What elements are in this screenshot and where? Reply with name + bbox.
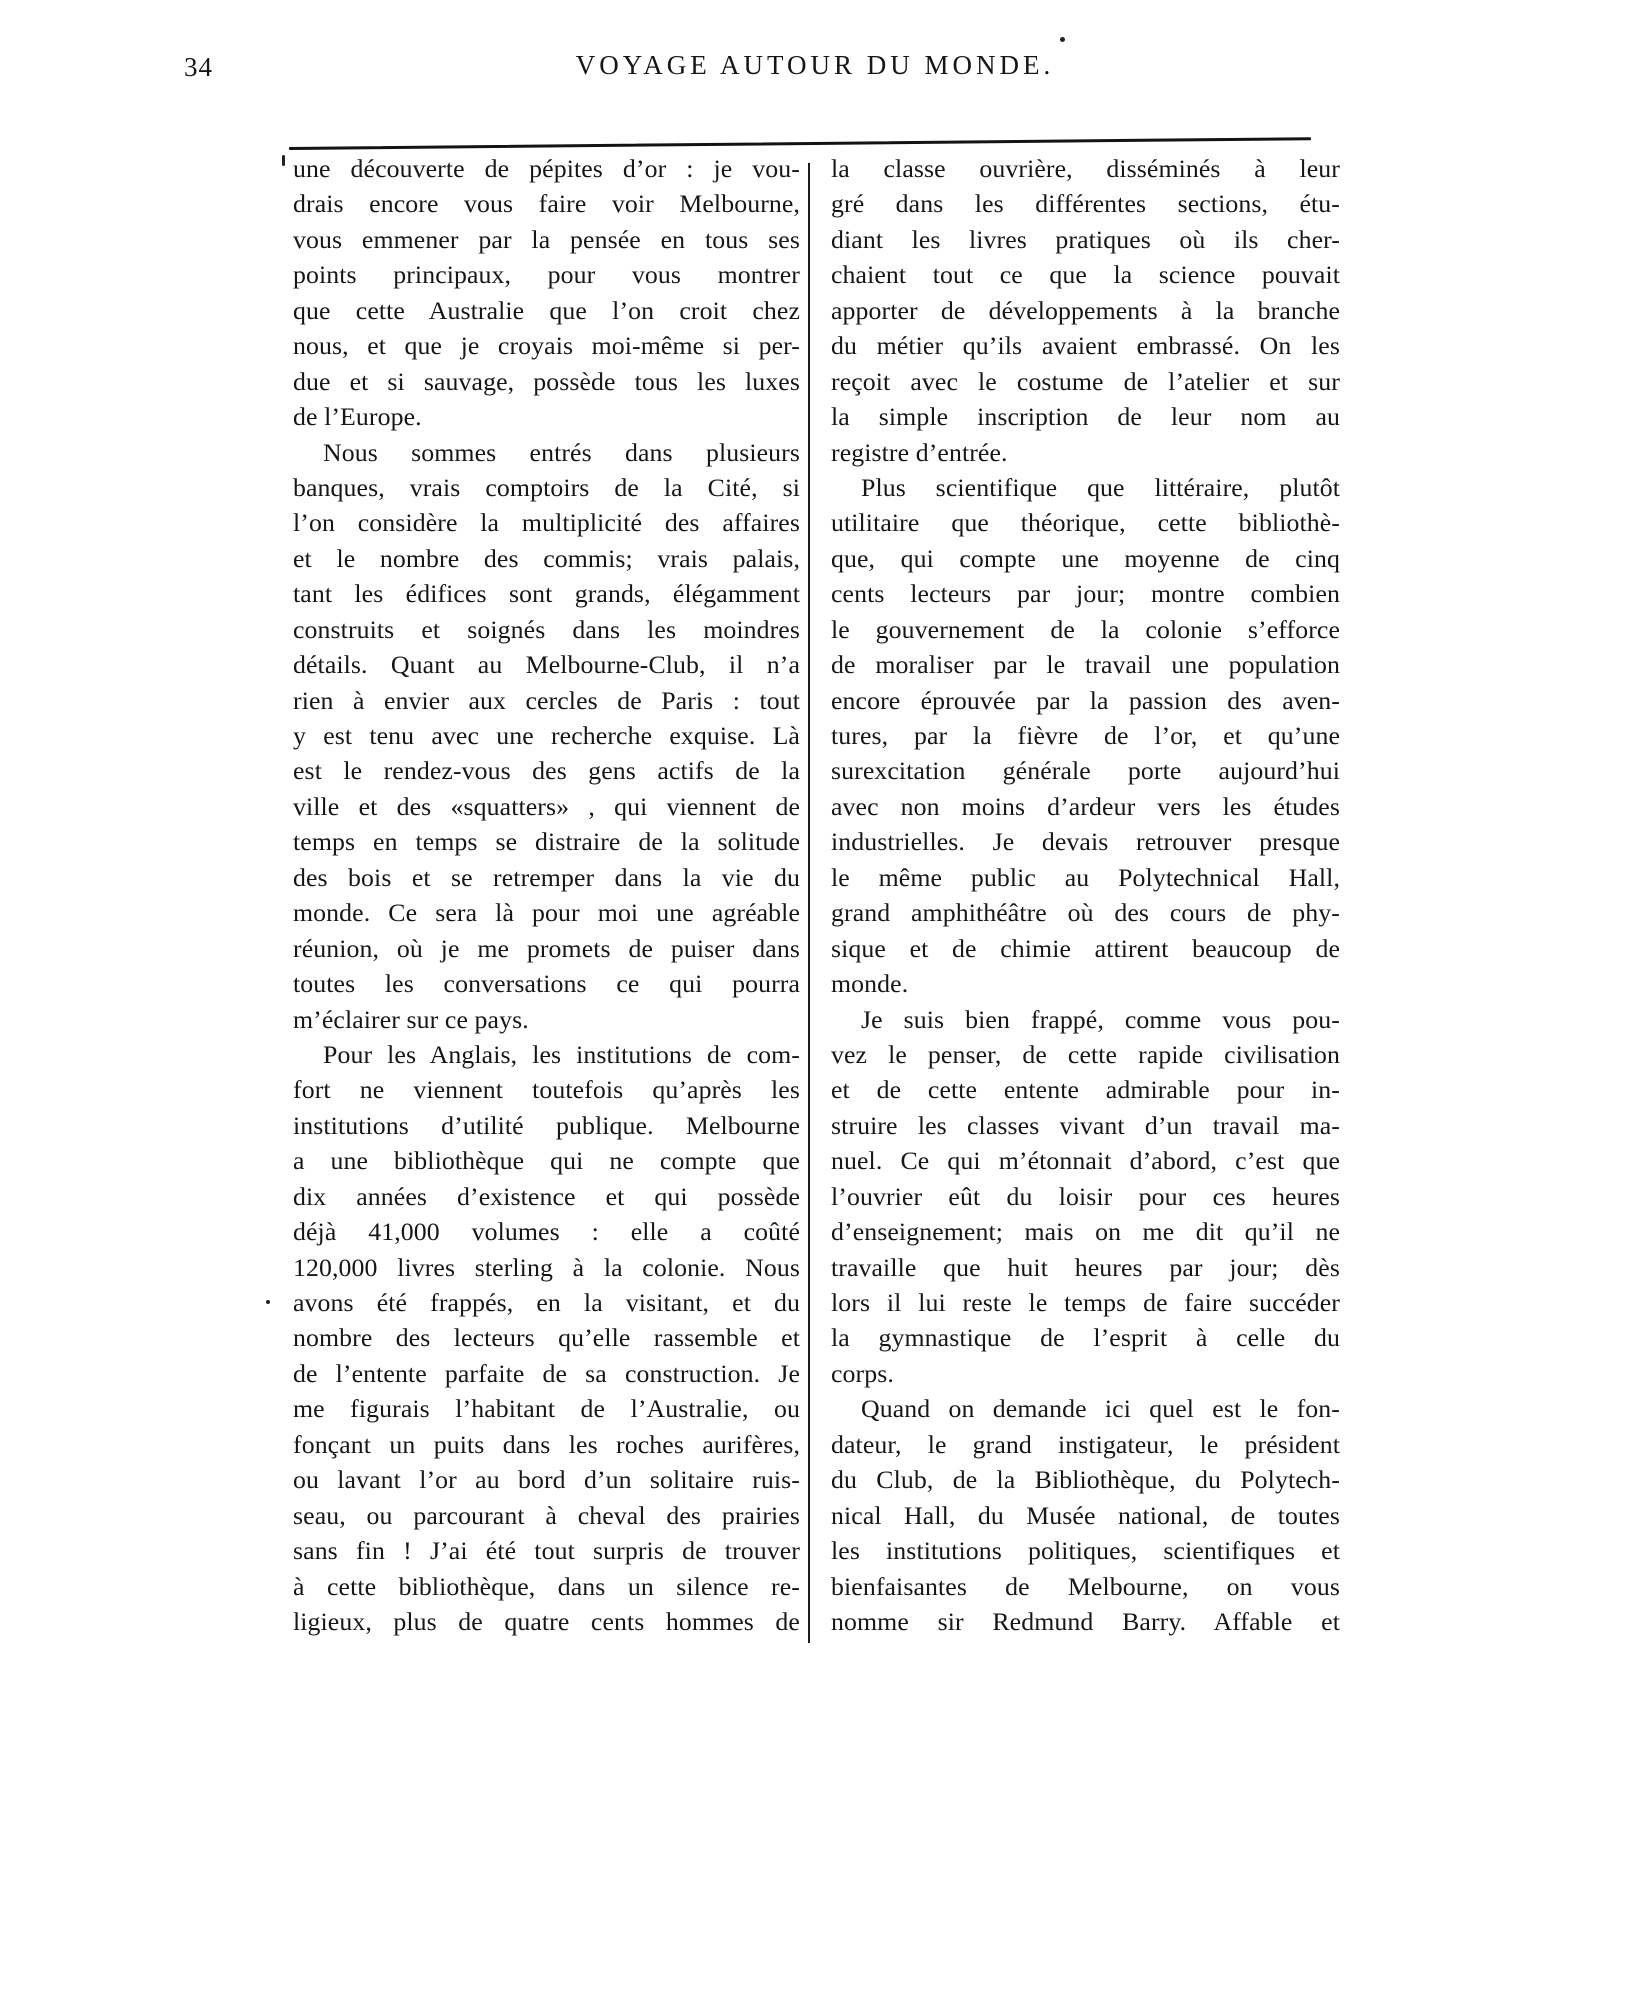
text-line: corps. [831,1358,894,1388]
ink-speck [1060,37,1065,42]
text-line: banques, vrais comptoirs de la Cité, si [293,472,800,502]
text-line: travaille que huit heures par jour; dès [831,1252,1340,1282]
text-line: Je suis bien frappé, comme vous pou- [861,1004,1340,1034]
text-line: déjà 41,000 volumes : elle a coûté [293,1217,800,1247]
text-line: registre d’entrée. [831,437,1008,467]
text-line: avons été frappés, en la visitant, et du [293,1288,800,1317]
text-line: toutes les conversations ce qui pourra [293,969,800,999]
text-line: les institutions politiques, scientifiques et [831,1536,1340,1566]
text-line: cents lecteurs par jour; montre combien [831,579,1340,609]
text-line: lors il lui reste le temps de faire succéder [831,1288,1340,1317]
text-line: chaient tout ce que la science pouvait [831,260,1340,290]
column-left [293,151,800,1639]
text-line: sans fin ! J’ai été tout surpris de trouver [293,1536,800,1566]
text-line: tures, par la fièvre de l’or, et qu’une [831,721,1340,750]
text-line: reçoit avec le costume de l’atelier et sur [831,366,1340,396]
text-line: construits et soignés dans les moindres [293,614,800,644]
text-line: Pour les Anglais, les institutions de com- [323,1039,800,1069]
text-line: détails. Quant au Melbourne-Club, il n’a [293,650,800,680]
text-line: apporter de développements à la branche [831,295,1340,325]
text-line: ligieux, plus de quatre cents hommes de [293,1606,800,1636]
text-line: encore éprouvée par la passion des aven- [831,685,1340,715]
text-line: Nous sommes entrés dans plusieurs [323,437,800,467]
column-divider [808,163,810,1643]
text-line: m’éclairer sur ce pays. [293,1004,529,1034]
text-line: le même public au Polytechnical Hall, [831,862,1340,892]
text-line: dateur, le grand instigateur, le président [831,1429,1340,1459]
text-line: et le nombre des commis; vrais palais, [293,543,800,573]
text-line: grand amphithéâtre où des cours de phy- [831,898,1340,928]
text-line: de l’entente parfaite de sa construction. Je [293,1358,800,1388]
text-line: monde. [831,969,909,999]
text-line: que, qui compte une moyenne de cinq [831,543,1340,573]
text-line: ville et des «squatters» , qui viennent de [293,791,800,821]
text-line: due et si sauvage, possède tous les luxes [293,366,800,396]
text-line: bienfaisantes de Melbourne, on vous [831,1571,1340,1601]
header-rule [289,137,1311,150]
text-line: le gouvernement de la colonie s’efforce [831,614,1340,644]
text-line: nous, et que je croyais moi-même si per- [293,331,800,361]
text-line: seau, ou parcourant à cheval des prairies [293,1500,800,1530]
text-line: institutions d’utilité publique. Melbourne [293,1110,800,1140]
page-number: 34 [184,52,213,82]
text-line: tant les édifices sont grands, élégamment [293,579,800,609]
text-line: la classe ouvrière, disséminés à leur [831,154,1340,183]
text-line: Plus scientifique que littéraire, plutôt [861,472,1340,502]
text-line: est le rendez-vous des gens actifs de la [293,756,800,786]
text-line: à cette bibliothèque, dans un silence re- [293,1571,800,1601]
running-title: VOYAGE AUTOUR DU MONDE. [575,50,1055,80]
text-line: Quand on demande ici quel est le fon- [861,1394,1340,1424]
text-line: industrielles. Je devais retrouver presque [831,827,1340,857]
text-line: rien à envier aux cercles de Paris : tout [293,685,800,715]
text-line: y est tenu avec une recherche exquise. Là [293,721,800,750]
text-line: du métier qu’ils avaient embrassé. On les [831,331,1340,361]
text-line: une découverte de pépites d’or : je vou- [293,154,800,183]
text-line: et de cette entente admirable pour in- [831,1075,1340,1105]
text-line: temps en temps se distraire de la solitude [293,827,800,857]
text-line: dix années d’existence et qui possède [293,1181,800,1211]
text-line: diant les livres pratiques où ils cher- [831,224,1340,254]
text-line: points principaux, pour vous montrer [293,260,800,290]
text-line: ou lavant l’or au bord d’un solitaire ruis- [293,1465,800,1495]
text-line: du Club, de la Bibliothèque, du Polytech- [831,1465,1340,1495]
text-line: utilitaire que théorique, cette bibliothè- [831,508,1340,538]
text-line: de l’Europe. [293,402,422,432]
text-line: l’on considère la multiplicité des affaires [293,508,800,538]
column-right [831,151,1340,1639]
text-line: 120,000 livres sterling à la colonie. Nous [293,1252,800,1282]
text-line: fonçant un puits dans les roches aurifères, [293,1429,800,1459]
text-line: des bois et se retremper dans la vie du [293,862,800,892]
text-line: l’ouvrier eût du loisir pour ces heures [831,1181,1340,1211]
ink-speck [282,155,285,166]
text-line: nomme sir Redmund Barry. Affable et [831,1606,1340,1636]
text-line: nical Hall, du Musée national, de toutes [831,1500,1340,1530]
text-line: vous emmener par la pensée en tous ses [293,224,800,254]
text-line: struire les classes vivant d’un travail ma- [831,1110,1340,1140]
text-line: d’enseignement; mais on me dit qu’il ne [831,1217,1340,1247]
text-line: surexcitation générale porte aujourd’hui [831,756,1340,786]
text-line: vez le penser, de cette rapide civilisation [831,1039,1340,1069]
text-line: a une bibliothèque qui ne compte que [293,1146,800,1176]
text-line: sique et de chimie attirent beaucoup de [831,933,1340,963]
ink-speck [266,1300,270,1304]
text-line: gré dans les différentes sections, étu- [831,189,1340,219]
text-line: la simple inscription de leur nom au [831,402,1340,432]
text-line: la gymnastique de l’esprit à celle du [831,1323,1340,1353]
text-line: que cette Australie que l’on croit chez [293,295,800,325]
text-line: me figurais l’habitant de l’Australie, ou [293,1394,800,1424]
text-line: monde. Ce sera là pour moi une agréable [293,898,800,928]
text-line: nuel. Ce qui m’étonnait d’abord, c’est que [831,1146,1340,1176]
text-line: drais encore vous faire voir Melbourne, [293,189,800,219]
text-line: fort ne viennent toutefois qu’après les [293,1075,800,1105]
text-line: avec non moins d’ardeur vers les études [831,791,1340,821]
text-line: de moraliser par le travail une population [831,650,1340,680]
text-line: nombre des lecteurs qu’elle rassemble et [293,1323,800,1353]
text-line: réunion, où je me promets de puiser dans [293,933,800,963]
